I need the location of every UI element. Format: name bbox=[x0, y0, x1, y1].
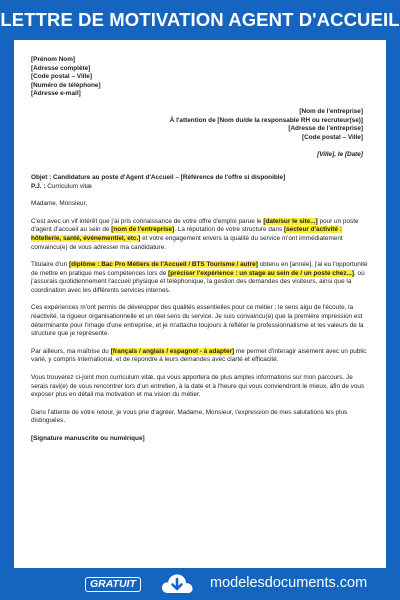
paragraph-4: Par ailleurs, ma maîtrise du [français / anglais / espagnol - à adapter] me permet d'interagir aisément avec un public varié, y compris international, et de répondre à leurs demandes avec clarté et efficacité. bbox=[31, 347, 367, 364]
placeholder-diploma: [diplôme : Bac Pro Métiers de l'Accueil / BTS Tourisme / autre] bbox=[68, 261, 258, 269]
placeholder-date: [date/sur le site...] bbox=[263, 217, 318, 225]
date-line: [Ville], le [Date] bbox=[317, 151, 363, 159]
placeholder-sector: [secteur d'activité : hôtellerie, santé, événementiel, etc.] bbox=[31, 226, 342, 242]
recipient-attention: À l'attention de [Nom du/de la responsable RH ou recruteur(se)] bbox=[169, 116, 363, 124]
signature: [Signature manuscrite ou numérique] bbox=[31, 435, 145, 442]
paragraph-6: Dans l'attente de votre retour, je vous prie d'agréer, Madame, Monsieur, l'expression de mes salutations les plus distinguées. bbox=[31, 408, 348, 425]
paragraph-2: Titulaire d'un [diplôme : Bac Pro Métiers de l'Accueil / BTS Tourisme / autre] obtenu en [année], j'ai eu l'opportunité de mettre en pratique mes compétences lors de [préciser l'expérience : un stage au sein de / un poste chez...], où j'assurais quotidiennement l'accueil physique et téléphonique, la gestion des demandes des visiteurs, ainsi que la coordination avec les différents services internes. bbox=[31, 261, 368, 294]
banner bbox=[0, 0, 400, 40]
sender-postal: [Code postal – Ville] bbox=[31, 73, 92, 81]
sender-email: [Adresse e-mail] bbox=[31, 90, 81, 98]
placeholder-experience: [préciser l'expérience : un stage au sein de / un poste chez...] bbox=[168, 269, 354, 277]
sender-address: [Adresse complète] bbox=[31, 64, 91, 72]
placeholder-company: [nom de l'entreprise] bbox=[111, 226, 175, 234]
recipient-company: [Nom de l'entreprise] bbox=[299, 107, 363, 115]
attachment-label: P.J. : bbox=[31, 182, 46, 190]
subject-label: Objet : bbox=[31, 173, 52, 181]
sender-name: [Prénom Nom] bbox=[31, 56, 76, 63]
paragraph-5: Vous trouverez ci-joint mon curriculum vitæ, qui vous apportera de plus amples informations sur mon parcours. Je serais ravi(e) de vous rencontrer lors d'un entretien, à la date et à l'heure qui vous conviendront le mieux, afin de vous exposer plus en détail ma motivation et ma vision du métier. bbox=[31, 374, 365, 399]
salutation: Madame, Monsieur, bbox=[31, 200, 88, 208]
footer bbox=[0, 568, 400, 600]
subject-block bbox=[31, 174, 369, 191]
page-title: LETTRE DE MOTIVATION AGENT D'ACCUEIL bbox=[0, 9, 400, 30]
site-url[interactable]: modelesdocuments.com bbox=[210, 575, 368, 591]
recipient-postal: [Code postal – Ville] bbox=[302, 133, 363, 141]
subject-text: Candidature au poste d'Agent d'Accueil – [Référence de l'offre si disponible] bbox=[53, 173, 286, 181]
placeholder-languages: [français / anglais / espagnol - à adapter] bbox=[110, 347, 235, 355]
recipient-address: [Adresse de l'entreprise] bbox=[288, 125, 363, 133]
sender-phone: [Numéro de téléphone] bbox=[31, 81, 101, 89]
attachment-text: Curriculum vitæ bbox=[47, 182, 92, 190]
sender-block bbox=[31, 56, 369, 99]
recipient-block bbox=[31, 108, 369, 142]
cloud-download-icon bbox=[160, 571, 194, 597]
paragraph-3: Ces expériences m'ont permis de développer des qualités essentielles pour ce métier : le sens aigu de l'écoute, la réactivité, la rigueur organisationnelle et un réel sens du service. Je suis convaincu(e) que la première impression est déterminante pour l'image d'une entreprise, et je m'attache toujours à refléter le professionnalisme et les valeurs de la structure que je représente. bbox=[31, 304, 364, 338]
paragraph-1: C'est avec un vif intérêt que j'ai pris connaissance de votre offre d'emploi parue le [date/sur le site...] pour un poste d'agent d'accueil au sein de [nom de l'entreprise]. La réputation de votre structure dans [secteur d'activité : hôtellerie, santé, événementiel, etc.] et votre engagement envers la qualité du service m'ont immédiatement convaincu(e) de vous adresser ma candidature. bbox=[31, 217, 359, 251]
letter-page bbox=[14, 40, 386, 568]
free-badge: GRATUIT bbox=[85, 577, 141, 592]
